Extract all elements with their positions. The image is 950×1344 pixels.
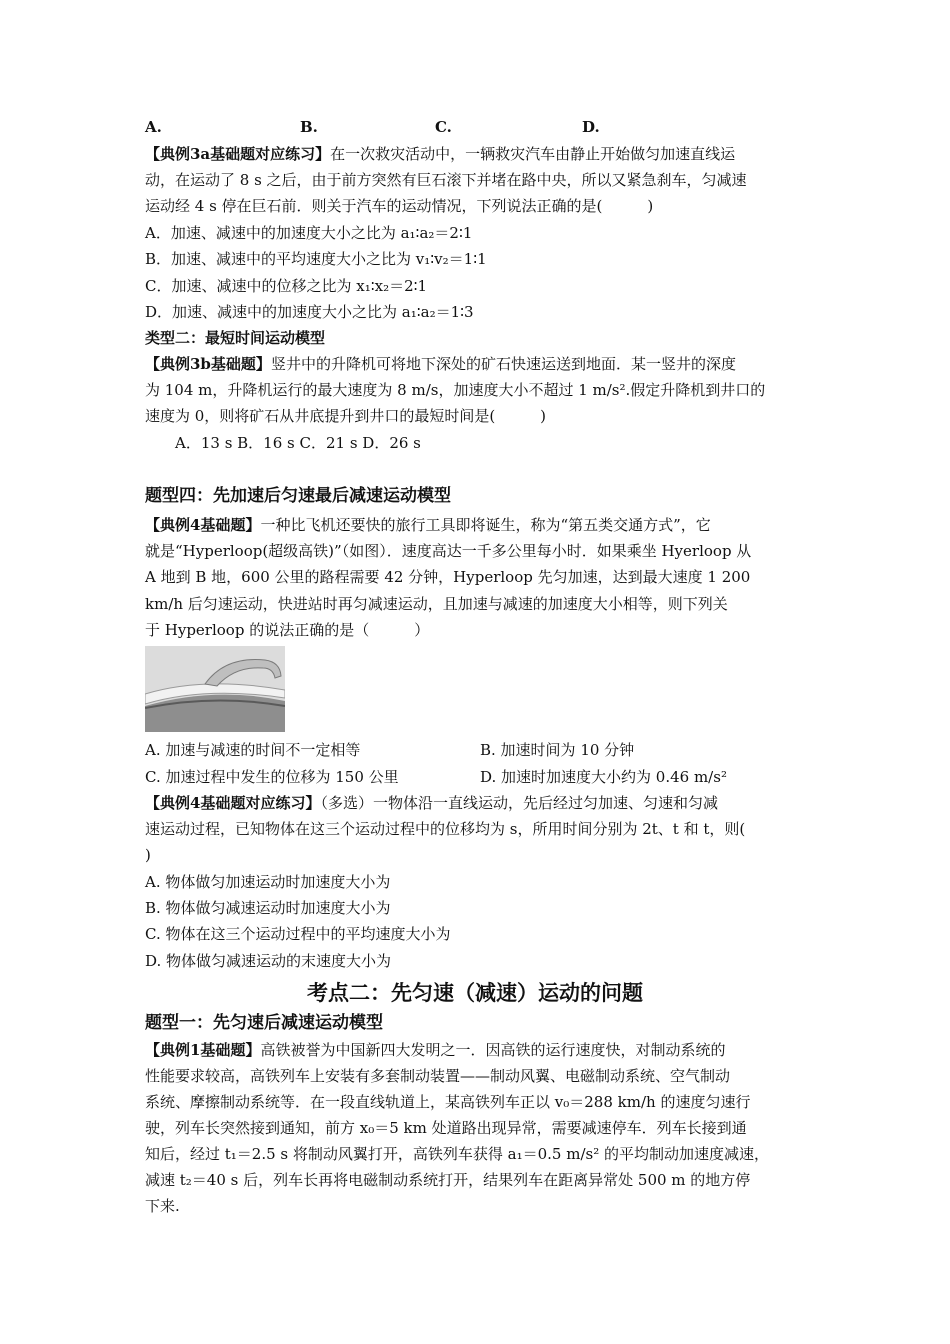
ex4-option-b: B. 加速时间为 10 分钟	[480, 741, 635, 759]
ex3a-line3: 运动经 4 s 停在巨石前．则关于汽车的运动情况，下列说法正确的是( )	[145, 197, 654, 215]
ex3a-option-b: B．加速、减速中的平均速度大小之比为 v₁∶v₂＝1∶1	[145, 250, 487, 268]
ex4b-line2: 速运动过程，已知物体在这三个运动过程中的位移均为 s，所用时间分别为 2t、t 和 t，则(	[145, 820, 746, 838]
ex1-line7: 下来.	[145, 1197, 180, 1215]
ex4-option-a: A. 加速与减速的时间不一定相等	[145, 741, 361, 759]
ex1-text1: 高铁被誉为中国新四大发明之一．因高铁的运行速度快，对制动系统的	[260, 1041, 726, 1059]
ex4-line4: km/h 后匀速运动，快进站时再匀减速运动，且加速与减速的加速度大小相等，则下列关	[145, 595, 728, 613]
ex3a-label: 【典例3a基础题对应练习】	[145, 145, 331, 163]
option-a: A.	[145, 118, 162, 136]
ex4-text1: 一种比飞机还要快的旅行工具即将诞生，称为“第五类交通方式”，它	[260, 516, 711, 534]
ex3b-line2: 为 104 m，升降机运行的最大速度为 8 m/s，加速度大小不超过 1 m/s².假定升降机到井口的	[145, 381, 766, 399]
ex4-line5: 于 Hyperloop 的说法正确的是（ ）	[145, 621, 430, 639]
ex4-label: 【典例4基础题】	[145, 516, 261, 534]
type2-heading: 类型二：最短时间运动模型	[145, 329, 326, 347]
ex4b-line1	[145, 793, 718, 813]
ex4b-option-d: D. 物体做匀减速运动的末速度大小为	[145, 952, 392, 970]
ex4-option-d: D. 加速时加速度大小约为 0.46 m/s²	[480, 768, 727, 786]
ex3a-option-c: C．加速、减速中的位移之比为 x₁∶x₂＝2∶1	[145, 277, 428, 295]
hyperloop-illustration-icon	[145, 646, 285, 732]
ex3a-text1: 在一次救灾活动中，一辆救灾汽车由静止开始做匀加速直线运	[330, 145, 736, 163]
ex4b-option-b: B. 物体做匀减速运动时加速度大小为	[145, 899, 391, 917]
ex4b-text1: （多选）一物体沿一直线运动，先后经过匀加速、匀速和匀减	[320, 794, 718, 812]
ex1-line3: 系统、摩擦制动系统等．在一段直线轨道上，某高铁列车正以 v₀＝288 km/h 的速度匀速行	[145, 1093, 751, 1111]
ex4-line3: A 地到 B 地，600 公里的路程需要 42 分钟，Hyperloop 先匀加速，达到最大速度 1 200	[145, 568, 751, 586]
ex3b-options: A．13 s B．16 s C．21 s D．26 s	[175, 434, 421, 452]
ex4-line2: 就是“Hyperloop(超级高铁)”（如图）．速度高达一千多公里每小时．如果乘坐 Hyerloop 从	[145, 542, 752, 560]
ex1-line5: 知后，经过 t₁＝2.5 s 将制动风翼打开，高铁列车获得 a₁＝0.5 m/s² 的平均制动加速度减速，	[145, 1145, 770, 1163]
ex3a-line1	[145, 144, 735, 164]
ex1-line4: 驶，列车长突然接到通知，前方 x₀＝5 km 处道路出现异常，需要减速停车．列车长接到通	[145, 1119, 747, 1137]
ex1-line2: 性能要求较高，高铁列车上安装有多套制动装置——制动风翼、电磁制动系统、空气制动	[145, 1067, 731, 1085]
type1-heading: 题型一：先匀速后减速运动模型	[145, 1013, 383, 1033]
ex3b-line3: 速度为 0，则将矿石从井底提升到井口的最短时间是( )	[145, 407, 547, 425]
ex1-line1	[145, 1040, 725, 1060]
ex3b-line1	[145, 354, 736, 374]
hyperloop-photo	[145, 646, 285, 732]
option-c: C.	[435, 118, 452, 136]
ex3b-label: 【典例3b基础题】	[145, 355, 271, 373]
option-b: B.	[300, 118, 318, 136]
ex4-option-c: C. 加速过程中发生的位移为 150 公里	[145, 768, 399, 786]
ex4b-option-a: A. 物体做匀加速运动时加速度大小为	[145, 873, 391, 891]
ex4-options-row1	[145, 740, 825, 760]
ex3a-line2: 动，在运动了 8 s 之后，由于前方突然有巨石滚下并堵在路中央，所以又紧急刹车，匀减速	[145, 171, 747, 189]
section2-title: 考点二：先匀速（减速）运动的问题	[307, 980, 643, 1005]
top-options-row	[145, 117, 845, 137]
ex3a-option-d: D．加速、减速中的加速度大小之比为 a₁∶a₂＝1∶3	[145, 303, 474, 321]
option-d: D.	[582, 118, 600, 136]
ex1-label: 【典例1基础题】	[145, 1041, 261, 1059]
ex1-line6: 减速 t₂＝40 s 后，列车长再将电磁制动系统打开，结果列车在距离异常处 500 m 的地方停	[145, 1171, 751, 1189]
type4-heading: 题型四：先加速后匀速最后减速运动模型	[145, 486, 451, 506]
ex4b-option-c: C. 物体在这三个运动过程中的平均速度大小为	[145, 925, 451, 943]
ex3b-text1: 竖井中的升降机可将地下深处的矿石快速运送到地面．某一竖井的深度	[270, 355, 736, 373]
ex3a-option-a: A．加速、减速中的加速度大小之比为 a₁∶a₂＝2∶1	[145, 224, 473, 242]
ex4b-label: 【典例4基础题对应练习】	[145, 794, 321, 812]
ex4-options-row2	[145, 767, 825, 787]
ex4-line1	[145, 515, 711, 535]
ex4b-line3: )	[145, 846, 151, 864]
